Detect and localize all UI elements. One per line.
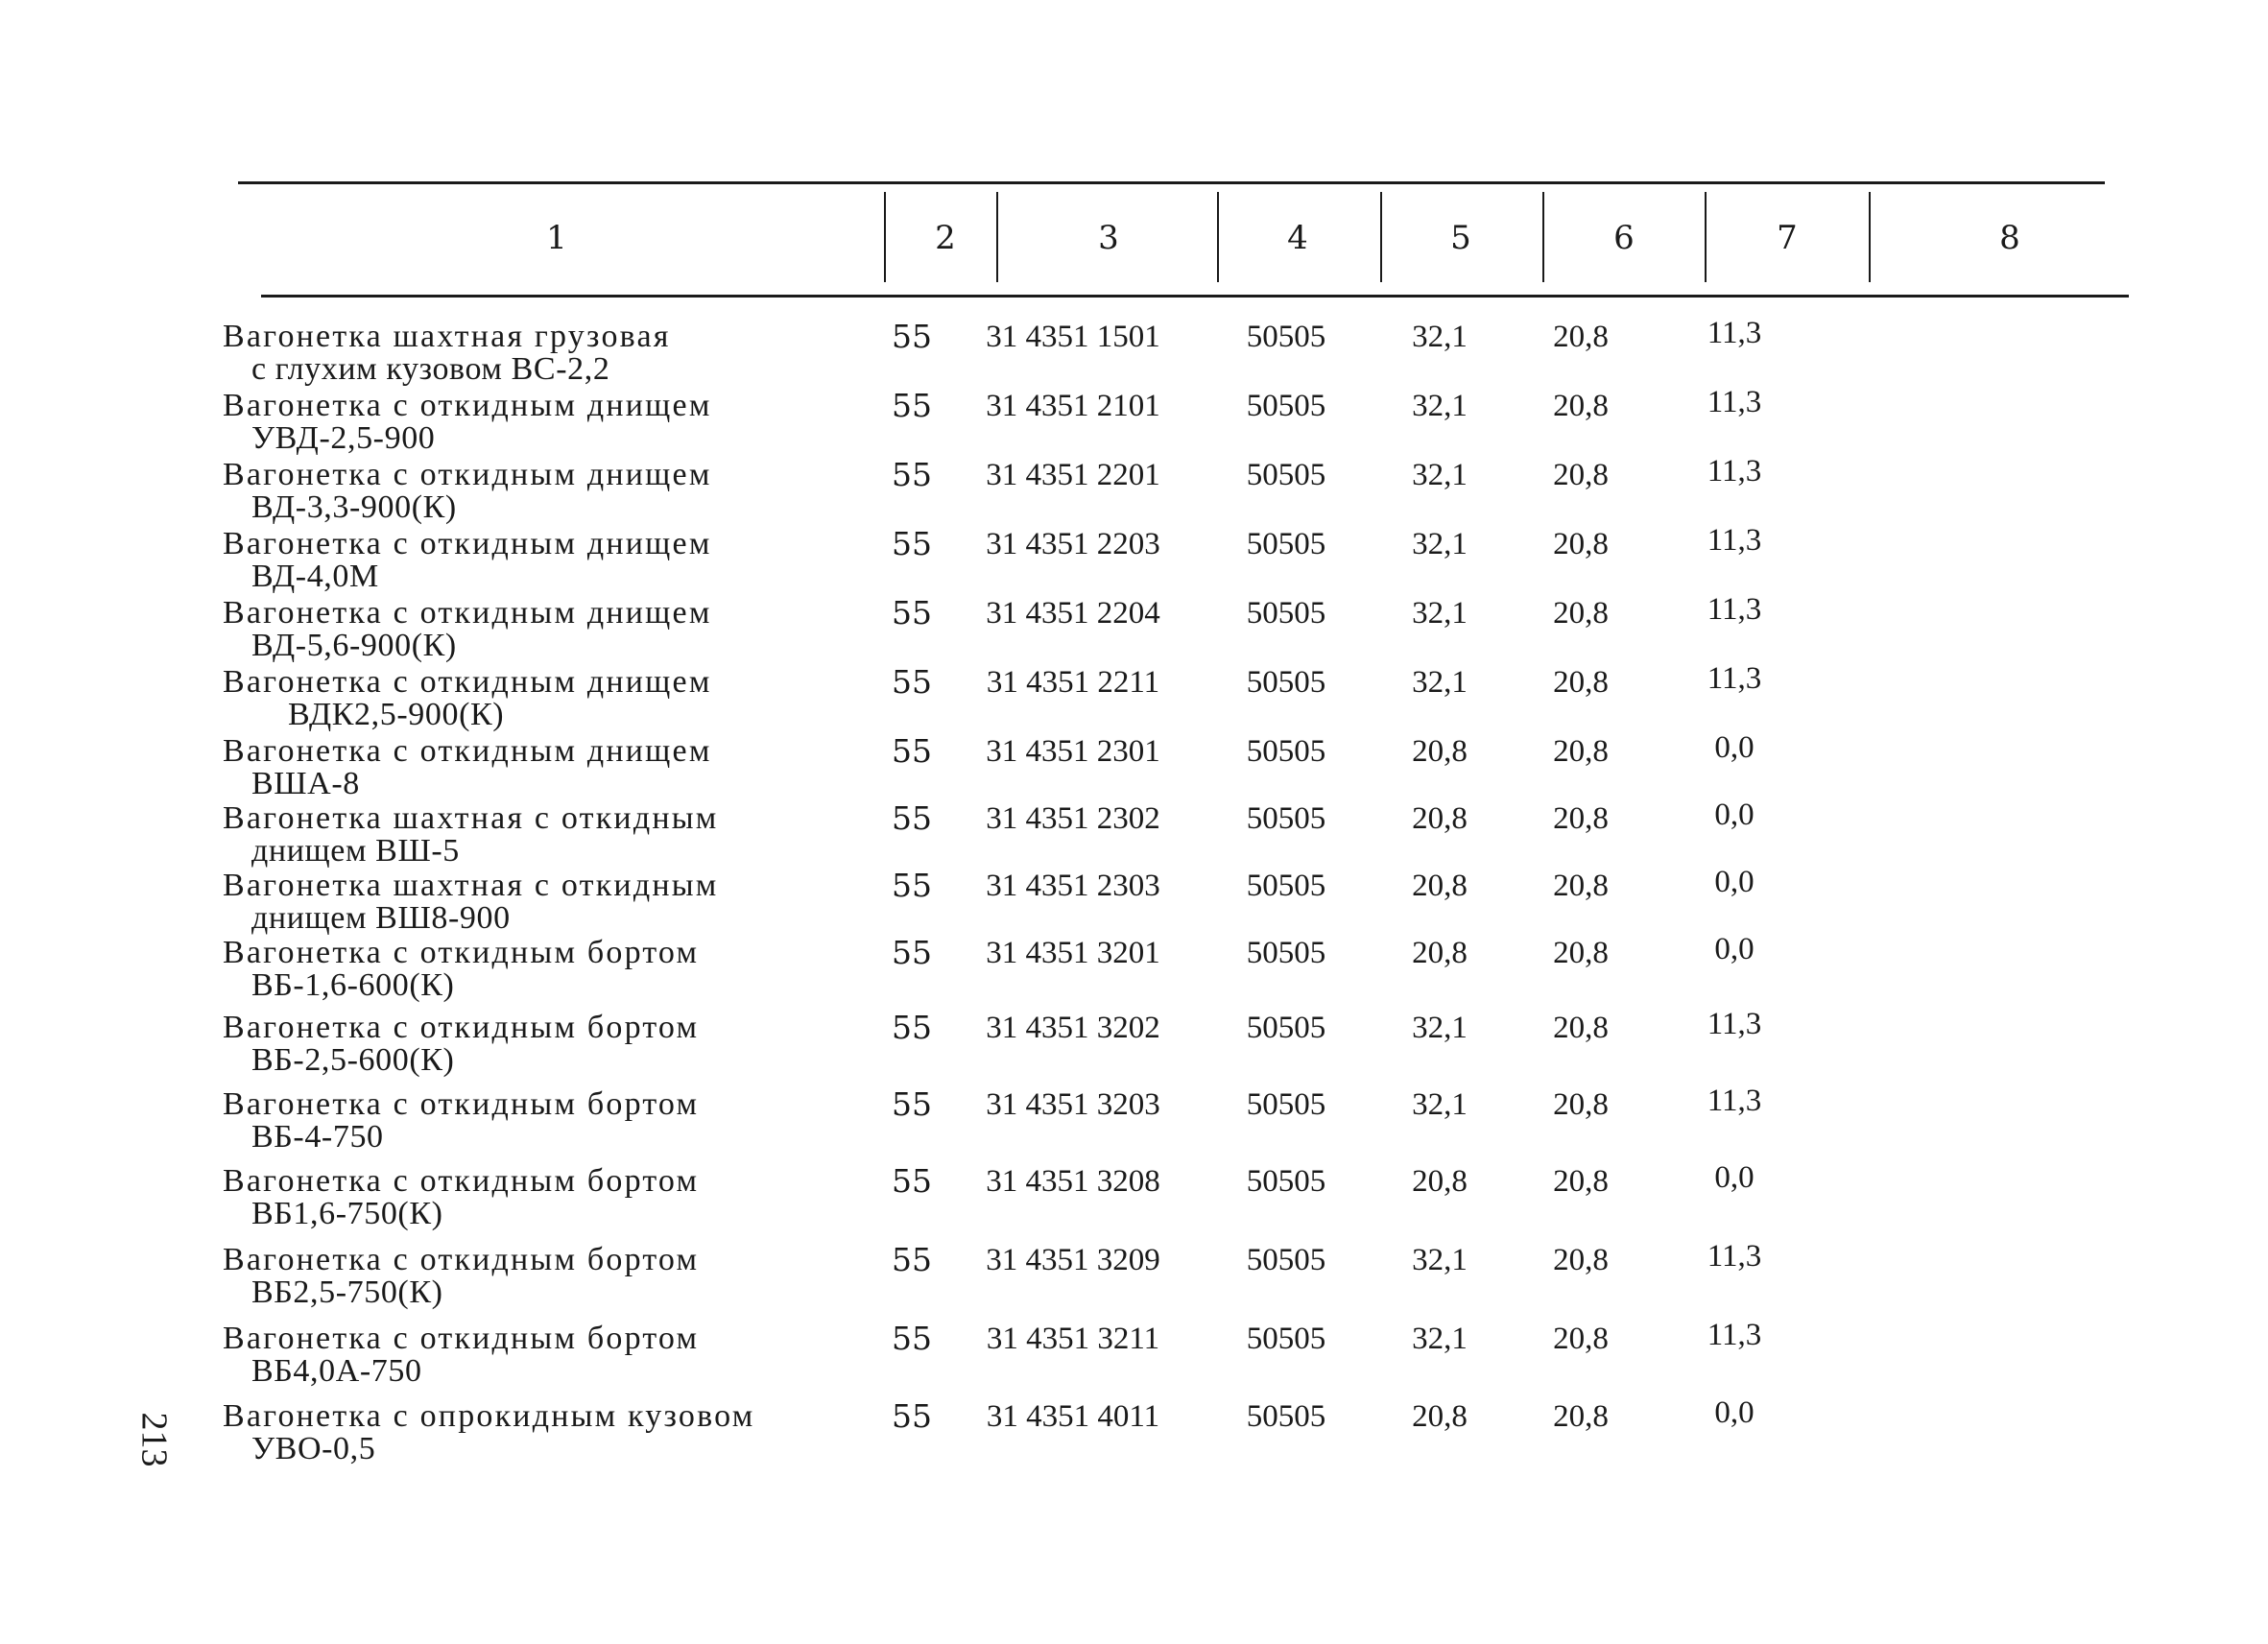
cell-col-4: 50505 — [1246, 801, 1326, 836]
header-divider — [884, 192, 886, 282]
cell-col-2: 55 — [892, 732, 932, 770]
cell-col-6: 20,8 — [1553, 801, 1609, 836]
cell-col-5: 32,1 — [1412, 527, 1468, 561]
cell-col-2: 55 — [892, 867, 932, 904]
cell-col-5: 32,1 — [1412, 1322, 1468, 1356]
table-row — [0, 661, 2268, 734]
cell-col-7: 11,3 — [1707, 1239, 1762, 1274]
header-col-7: 7 — [1777, 219, 1798, 257]
item-name: Вагонетка с откидным бортом — [223, 1086, 700, 1122]
cell-col-4: 50505 — [1246, 1087, 1326, 1122]
page-number: 213 — [133, 1412, 175, 1467]
table-row — [0, 385, 2268, 458]
cell-col-7: 0,0 — [1714, 730, 1755, 765]
cell-col-6: 20,8 — [1553, 1011, 1609, 1045]
cell-col-4: 50505 — [1246, 596, 1326, 631]
cell-col-6: 20,8 — [1553, 936, 1609, 970]
cell-col-5: 32,1 — [1412, 596, 1468, 631]
cell-col-7: 11,3 — [1707, 661, 1762, 696]
item-name-continued: ВБ-2,5-600(К) — [251, 1042, 455, 1078]
cell-col-4: 50505 — [1246, 527, 1326, 561]
header-divider — [996, 192, 998, 282]
header-col-8: 8 — [1999, 219, 2020, 257]
cell-col-3: 31 4351 2301 — [986, 734, 1160, 769]
cell-col-2: 55 — [892, 799, 932, 837]
cell-col-4: 50505 — [1246, 320, 1326, 354]
table-row — [0, 1318, 2268, 1391]
header-divider — [1380, 192, 1382, 282]
table-row — [0, 1160, 2268, 1233]
cell-col-6: 20,8 — [1553, 458, 1609, 492]
cell-col-2: 55 — [892, 1085, 932, 1123]
header-col-4: 4 — [1287, 219, 1308, 257]
cell-col-7: 11,3 — [1707, 454, 1762, 488]
cell-col-5: 32,1 — [1412, 1087, 1468, 1122]
item-name-continued: ВБ2,5-750(К) — [251, 1275, 443, 1310]
table-row — [0, 1007, 2268, 1080]
table-row — [0, 1239, 2268, 1312]
cell-col-3: 31 4351 2101 — [986, 389, 1160, 423]
cell-col-6: 20,8 — [1553, 1164, 1609, 1199]
cell-col-5: 32,1 — [1412, 458, 1468, 492]
item-name-continued: ВД-5,6-900(К) — [251, 628, 457, 663]
table-top-rule — [238, 181, 2105, 184]
item-name-continued: ВША-8 — [251, 766, 360, 801]
header-col-3: 3 — [1098, 219, 1119, 257]
cell-col-2: 55 — [892, 1397, 932, 1435]
cell-col-2: 55 — [892, 1009, 932, 1046]
item-name: Вагонетка с откидным днищем — [223, 388, 712, 423]
cell-col-4: 50505 — [1246, 1011, 1326, 1045]
table-row — [0, 454, 2268, 527]
cell-col-6: 20,8 — [1553, 320, 1609, 354]
table-row — [0, 730, 2268, 803]
cell-col-4: 50505 — [1246, 869, 1326, 903]
cell-col-2: 55 — [892, 1162, 932, 1200]
cell-col-7: 11,3 — [1707, 385, 1762, 419]
cell-col-3: 31 4351 4011 — [986, 1399, 1160, 1434]
cell-col-7: 11,3 — [1707, 1318, 1762, 1352]
cell-col-3: 31 4351 2204 — [986, 596, 1160, 631]
cell-col-3: 31 4351 2211 — [986, 665, 1160, 700]
cell-col-3: 31 4351 2303 — [986, 869, 1160, 903]
cell-col-3: 31 4351 2201 — [986, 458, 1160, 492]
cell-col-5: 32,1 — [1412, 665, 1468, 700]
cell-col-5: 20,8 — [1412, 734, 1468, 769]
item-name-continued: ВБ1,6-750(К) — [251, 1196, 443, 1231]
item-name: Вагонетка шахтная с откидным — [223, 868, 719, 903]
cell-col-7: 0,0 — [1714, 932, 1755, 966]
item-name: Вагонетка с откидным днищем — [223, 526, 712, 561]
cell-col-7: 11,3 — [1707, 523, 1762, 558]
cell-col-5: 20,8 — [1412, 801, 1468, 836]
cell-col-6: 20,8 — [1553, 1087, 1609, 1122]
table-row — [0, 798, 2268, 870]
header-divider — [1869, 192, 1871, 282]
header-col-5: 5 — [1450, 219, 1471, 257]
cell-col-2: 55 — [892, 1241, 932, 1278]
cell-col-2: 55 — [892, 1320, 932, 1357]
cell-col-6: 20,8 — [1553, 527, 1609, 561]
cell-col-4: 50505 — [1246, 936, 1326, 970]
cell-col-3: 31 4351 3211 — [986, 1322, 1160, 1356]
cell-col-3: 31 4351 3202 — [986, 1011, 1160, 1045]
cell-col-3: 31 4351 3208 — [986, 1164, 1160, 1199]
cell-col-7: 0,0 — [1714, 798, 1755, 832]
item-name: Вагонетка с откидным днищем — [223, 595, 712, 631]
table-row — [0, 523, 2268, 596]
item-name: Вагонетка с откидным бортом — [223, 1242, 700, 1277]
cell-col-5: 32,1 — [1412, 1243, 1468, 1277]
item-name: Вагонетка с опрокидным кузовом — [223, 1398, 755, 1434]
item-name-continued: УВО-0,5 — [251, 1431, 376, 1466]
cell-col-3: 31 4351 2302 — [986, 801, 1160, 836]
item-name: Вагонетка с откидным бортом — [223, 1321, 700, 1356]
cell-col-6: 20,8 — [1553, 1243, 1609, 1277]
cell-col-6: 20,8 — [1553, 596, 1609, 631]
item-name: Вагонетка шахтная с откидным — [223, 800, 719, 836]
item-name: Вагонетка с откидным днищем — [223, 664, 712, 700]
cell-col-2: 55 — [892, 594, 932, 631]
header-divider — [1542, 192, 1544, 282]
item-name-continued: днищем ВШ-5 — [251, 833, 460, 869]
item-name-continued: с глухим кузовом ВС-2,2 — [251, 351, 610, 387]
cell-col-7: 11,3 — [1707, 1007, 1762, 1041]
item-name: Вагонетка с откидным бортом — [223, 1010, 700, 1045]
cell-col-2: 55 — [892, 456, 932, 493]
item-name-continued: днищем ВШ8-900 — [251, 900, 511, 936]
item-name: Вагонетка шахтная грузовая — [223, 319, 671, 354]
cell-col-4: 50505 — [1246, 1243, 1326, 1277]
cell-col-7: 0,0 — [1714, 1395, 1755, 1430]
cell-col-4: 50505 — [1246, 665, 1326, 700]
table-row — [0, 932, 2268, 1005]
item-name-continued: ВБ-4-750 — [251, 1119, 384, 1155]
cell-col-7: 11,3 — [1707, 1084, 1762, 1118]
cell-col-6: 20,8 — [1553, 869, 1609, 903]
item-name-continued: ВБ-1,6-600(К) — [251, 967, 455, 1003]
item-name-continued: ВД-3,3-900(К) — [251, 489, 457, 525]
cell-col-4: 50505 — [1246, 1322, 1326, 1356]
cell-col-6: 20,8 — [1553, 389, 1609, 423]
header-col-6: 6 — [1613, 219, 1635, 257]
cell-col-7: 11,3 — [1707, 316, 1762, 350]
table-row — [0, 1084, 2268, 1156]
cell-col-6: 20,8 — [1553, 665, 1609, 700]
item-name-continued: ВДК2,5-900(К) — [288, 697, 505, 732]
table-row — [0, 592, 2268, 665]
cell-col-2: 55 — [892, 663, 932, 701]
item-name: Вагонетка с откидным днищем — [223, 733, 712, 769]
cell-col-4: 50505 — [1246, 389, 1326, 423]
cell-col-3: 31 4351 1501 — [986, 320, 1160, 354]
cell-col-3: 31 4351 2203 — [986, 527, 1160, 561]
header-col-1: 1 — [546, 219, 567, 257]
header-divider — [1217, 192, 1219, 282]
header-divider — [1705, 192, 1707, 282]
cell-col-5: 20,8 — [1412, 869, 1468, 903]
cell-col-2: 55 — [892, 934, 932, 971]
cell-col-6: 20,8 — [1553, 734, 1609, 769]
cell-col-2: 55 — [892, 525, 932, 562]
item-name-continued: ВД-4,0М — [251, 559, 379, 594]
cell-col-4: 50505 — [1246, 1164, 1326, 1199]
cell-col-2: 55 — [892, 318, 932, 355]
cell-col-5: 32,1 — [1412, 389, 1468, 423]
cell-col-5: 32,1 — [1412, 1011, 1468, 1045]
cell-col-2: 55 — [892, 387, 932, 424]
table-header-rule — [261, 295, 2129, 298]
item-name: Вагонетка с откидным бортом — [223, 1163, 700, 1199]
cell-col-3: 31 4351 3203 — [986, 1087, 1160, 1122]
cell-col-6: 20,8 — [1553, 1399, 1609, 1434]
cell-col-7: 0,0 — [1714, 1160, 1755, 1195]
cell-col-3: 31 4351 3209 — [986, 1243, 1160, 1277]
item-name: Вагонетка с откидным бортом — [223, 935, 700, 970]
cell-col-7: 11,3 — [1707, 592, 1762, 627]
item-name-continued: УВД-2,5-900 — [251, 420, 436, 456]
item-name: Вагонетка с откидным днищем — [223, 457, 712, 492]
cell-col-6: 20,8 — [1553, 1322, 1609, 1356]
cell-col-5: 20,8 — [1412, 936, 1468, 970]
cell-col-5: 32,1 — [1412, 320, 1468, 354]
item-name-continued: ВБ4,0А-750 — [251, 1353, 422, 1389]
header-col-2: 2 — [935, 219, 956, 257]
table-row — [0, 865, 2268, 938]
cell-col-5: 20,8 — [1412, 1164, 1468, 1199]
cell-col-7: 0,0 — [1714, 865, 1755, 899]
table-row — [0, 316, 2268, 389]
cell-col-4: 50505 — [1246, 1399, 1326, 1434]
cell-col-5: 20,8 — [1412, 1399, 1468, 1434]
cell-col-4: 50505 — [1246, 458, 1326, 492]
cell-col-4: 50505 — [1246, 734, 1326, 769]
cell-col-3: 31 4351 3201 — [986, 936, 1160, 970]
table-row — [0, 1395, 2268, 1468]
